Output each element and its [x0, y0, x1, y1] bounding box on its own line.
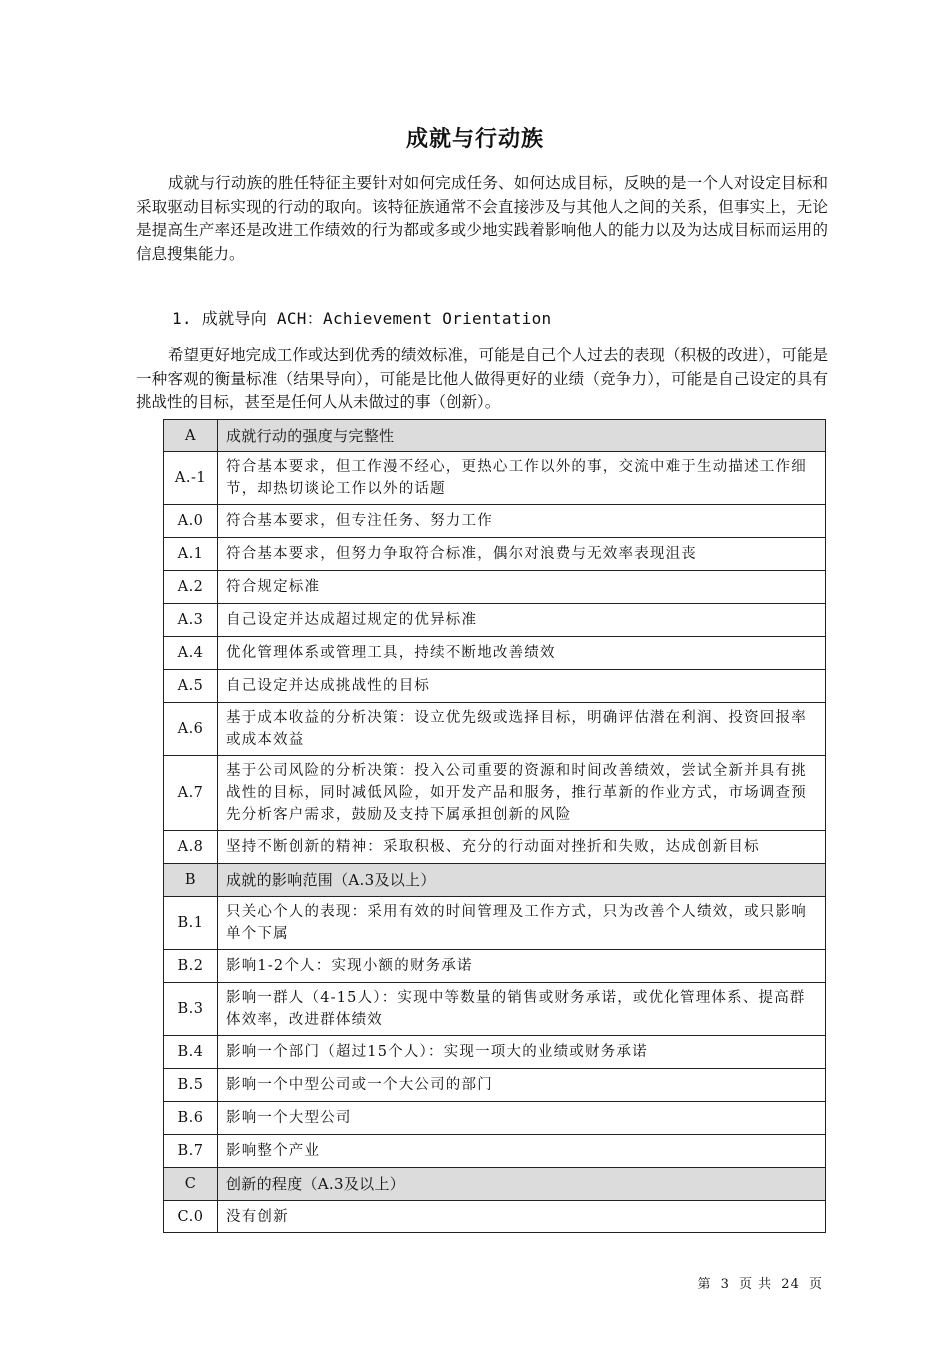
level-description: 符合基本要求，但努力争取符合标准，偶尔对浪费与无效率表现沮丧 [218, 538, 826, 571]
level-code: A.-1 [164, 452, 218, 505]
table-row [164, 703, 826, 756]
table-row [164, 637, 826, 670]
level-code: B.7 [164, 1135, 218, 1168]
level-description: 成就的影响范围（A.3及以上） [218, 864, 826, 897]
level-code: B.2 [164, 950, 218, 983]
level-description: 影响1-2个人：实现小额的财务承诺 [218, 950, 826, 983]
table-row [164, 571, 826, 604]
table-row [164, 505, 826, 538]
level-description: 符合基本要求，但工作漫不经心，更热心工作以外的事，交流中难于生动描述工作细节，却热切谈论工作以外的话题 [218, 452, 826, 505]
footer-prefix: 第 [697, 1277, 712, 1292]
level-description: 创新的程度（A.3及以上） [218, 1168, 826, 1201]
level-code: C [164, 1168, 218, 1201]
intro-paragraph: 成就与行动族的胜任特征主要针对如何完成任务、如何达成目标，反映的是一个人对设定目标和采取驱动目标实现的行动的取向。该特征族通常不会直接涉及与其他人之间的关系，但事实上，无论是提高生产率还是改进工作绩效的行为都或多或少地实践着影响他人的能力以及为达成目标而运用的信息搜集能力。 [136, 174, 828, 263]
level-description: 自己设定并达成超过规定的优异标准 [218, 604, 826, 637]
section-description: 希望更好地完成工作或达到优秀的绩效标准，可能是自己个人过去的表现（积极的改进），可能是一种客观的衡量标准（结果导向），可能是比他人做得更好的业绩（竞争力），可能是自己设定的具有挑战性的目标，甚至是任何人从未做过的事（创新）。 [136, 346, 828, 411]
footer-suffix: 页 [808, 1277, 823, 1292]
level-description: 影响一个部门（超过15个人）：实现一项大的业绩或财务承诺 [218, 1036, 826, 1069]
level-code: B [164, 864, 218, 897]
table-row [164, 983, 826, 1036]
table-row [164, 452, 826, 505]
level-description: 坚持不断创新的精神：采取积极、充分的行动面对挫折和失败，达成创新目标 [218, 831, 826, 864]
level-code: A.5 [164, 670, 218, 703]
level-code: A.0 [164, 505, 218, 538]
level-code: B.3 [164, 983, 218, 1036]
table-row [164, 1036, 826, 1069]
table-row [164, 897, 826, 950]
level-description: 影响一个中型公司或一个大公司的部门 [218, 1069, 826, 1102]
level-description: 基于公司风险的分析决策：投入公司重要的资源和时间改善绩效，尝试全新并具有挑战性的目标，同时减低风险，如开发产品和服务，推行革新的作业方式，市场调查预先分析客户需求，鼓励及支持下属承担创新的风险 [218, 756, 826, 831]
level-code: C.0 [164, 1201, 218, 1233]
table-row [164, 831, 826, 864]
level-description: 没有创新 [218, 1201, 826, 1233]
table-row [164, 1201, 826, 1233]
level-code: B.5 [164, 1069, 218, 1102]
footer-total-pages: 24 [781, 1277, 800, 1292]
level-description: 符合规定标准 [218, 571, 826, 604]
level-code: A.6 [164, 703, 218, 756]
level-description: 影响一个大型公司 [218, 1102, 826, 1135]
level-code: A.3 [164, 604, 218, 637]
footer-current-page: 3 [720, 1277, 730, 1292]
table-row [164, 1135, 826, 1168]
level-code: A.2 [164, 571, 218, 604]
section-heading: 1. 成就导向 ACH：Achievement Orientation [172, 309, 552, 328]
level-code: B.6 [164, 1102, 218, 1135]
level-description: 影响整个产业 [218, 1135, 826, 1168]
table-row [164, 1069, 826, 1102]
level-code: A.7 [164, 756, 218, 831]
level-description: 成就行动的强度与完整性 [218, 420, 826, 452]
level-code: A [164, 420, 218, 452]
table-row [164, 538, 826, 571]
level-code: B.1 [164, 897, 218, 950]
competency-table [163, 419, 826, 1233]
page-footer [695, 1273, 825, 1292]
level-code: A.1 [164, 538, 218, 571]
table-row [164, 756, 826, 831]
table-section-row [164, 1168, 826, 1201]
table-section-row [164, 420, 826, 452]
table-row [164, 604, 826, 637]
level-code: A.8 [164, 831, 218, 864]
page-title: 成就与行动族 [405, 127, 544, 152]
level-code: A.4 [164, 637, 218, 670]
level-description: 符合基本要求，但专注任务、努力工作 [218, 505, 826, 538]
footer-middle: 页 共 [739, 1277, 773, 1292]
level-description: 自己设定并达成挑战性的目标 [218, 670, 826, 703]
table-row [164, 1102, 826, 1135]
table-section-row [164, 864, 826, 897]
level-description: 只关心个人的表现：采用有效的时间管理及工作方式，只为改善个人绩效，或只影响单个下属 [218, 897, 826, 950]
level-description: 基于成本收益的分析决策：设立优先级或选择目标，明确评估潜在利润、投资回报率或成本效益 [218, 703, 826, 756]
level-description: 优化管理体系或管理工具，持续不断地改善绩效 [218, 637, 826, 670]
table-row [164, 950, 826, 983]
table-row [164, 670, 826, 703]
level-code: B.4 [164, 1036, 218, 1069]
level-description: 影响一群人（4-15人）：实现中等数量的销售或财务承诺，或优化管理体系、提高群体效率，改进群体绩效 [218, 983, 826, 1036]
